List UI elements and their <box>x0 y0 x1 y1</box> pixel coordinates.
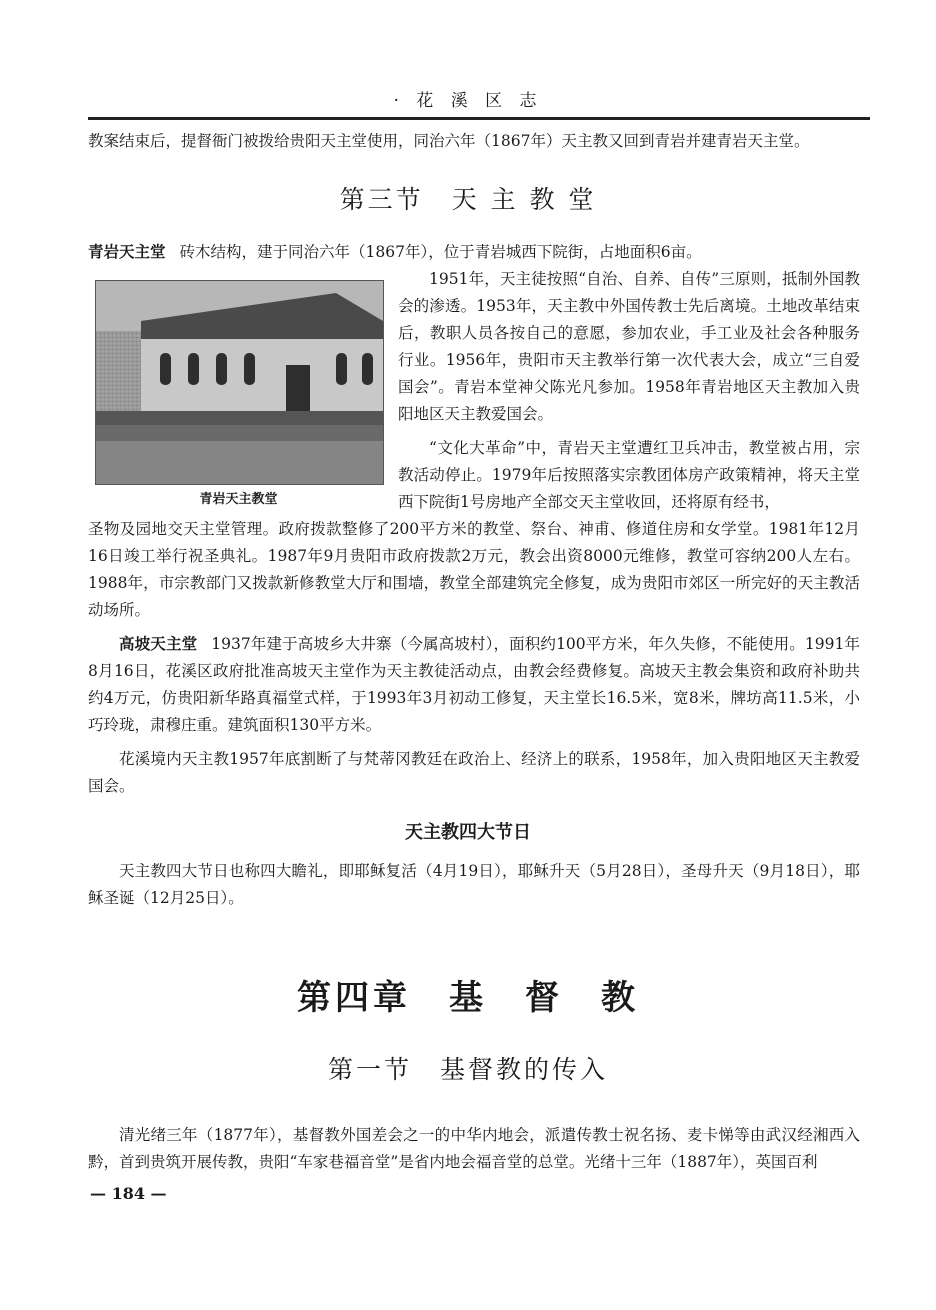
page-number: — 184 — <box>90 1184 167 1203</box>
qingyan-first-line <box>88 238 860 266</box>
gaopo-text: 1937年建于高坡乡大井寨（今属高坡村），面积约100平方米，年久失修，不能使用。1991年8月16日，花溪区政府批准高坡天主堂作为天主教徒活动点，由教会经费修复。高坡天主教会集资和政府补助共约4万元，仿贵阳新华路真福堂式样，于1993年3月初动工修复，天主堂长16.5米，宽8米，牌坊高11.5米，小巧玲珑，肃穆庄重。建筑面积130平方米。 <box>88 635 860 734</box>
qingyan-first-text: 砖木结构，建于同治六年（1867年），位于青岩城西下院街，占地面积6亩。 <box>179 243 702 261</box>
church-photo <box>95 280 384 485</box>
section-3-title: 第三节 天 主 教 堂 <box>339 185 597 214</box>
intro-paragraph: 教案结束后，提督衙门被拨给贵阳天主堂使用，同治六年（1867年）天主教又回到青岩并建青岩天主堂。 <box>88 132 810 150</box>
gaopo-paragraph <box>88 630 860 739</box>
qingyan-para-2-bottom: 圣物及园地交天主堂管理。政府拨款整修了200平方米的教堂、祭台、神甫、修道住房和女学堂。1981年12月16日竣工举行祝圣典礼。1987年9月贵阳市政府拨款2万元，教会出资8000元维修，教堂可容纳200人左右。1988年，市宗教部门又拨款新修教堂大厅和围墙，教堂全部建筑完全修复，成为贵阳市郊区一所完好的天主教活动场所。 <box>88 520 860 619</box>
qingyan-para-1: 1951年，天主徒按照“自治、自养、自传”三原则，抵制外国教会的渗透。1953年，天主教中外国传教士先后离境。土地改革结束后，教职人员各按自己的意愿，参加农业，手工业及社会各种服务行业。1956年，贵阳市天主教举行第一次代表大会，成立“三自爱国会”。青岩本堂神父陈光凡参加。1958年青岩地区天主教加入贵阳地区天主教爱国会。 <box>398 270 860 423</box>
header-rule <box>88 117 870 120</box>
qingyan-lead: 青岩天主堂 <box>88 242 166 261</box>
photo-caption: 青岩天主教堂 <box>199 492 278 507</box>
running-head: · 花 溪 区 志 <box>393 91 543 111</box>
church-photo-illustration <box>96 281 383 484</box>
closing-paragraph: 花溪境内天主教1957年底割断了与梵蒂冈教廷在政治上、经济上的联系，1958年，加入贵阳地区天主教爱国会。 <box>88 750 860 795</box>
festivals-paragraph: 天主教四大节日也称四大瞻礼，即耶稣复活（4月19日），耶稣升天（5月28日），圣母升天（9月18日），耶稣圣诞（12月25日）。 <box>88 862 860 907</box>
chapter-4-section-1-title: 第一节 基督教的传入 <box>327 1055 608 1084</box>
qingyan-para-2-top: “文化大革命”中，青岩天主堂遭红卫兵冲击，教堂被占用，宗教活动停止。1979年后按照落实宗教团体房产政策精神，将天主堂西下院街1号房地产全部交天主堂收回，还将原有经书， <box>398 439 860 511</box>
chapter-4-title: 第四章 基 督 教 <box>297 978 639 1018</box>
gaopo-lead: 高坡天主堂 <box>119 634 198 653</box>
chapter-4-paragraph: 清光绪三年（1877年），基督教外国差会之一的中华内地会，派遣传教士祝名扬、麦卡悌等由武汉经湘西入黔，首到贵筑开展传教，贵阳“车家巷福音堂”是省内地会福音堂的总堂。光绪十三年（1887年），英国百利 <box>88 1126 860 1171</box>
festivals-title: 天主教四大节日 <box>405 822 531 843</box>
